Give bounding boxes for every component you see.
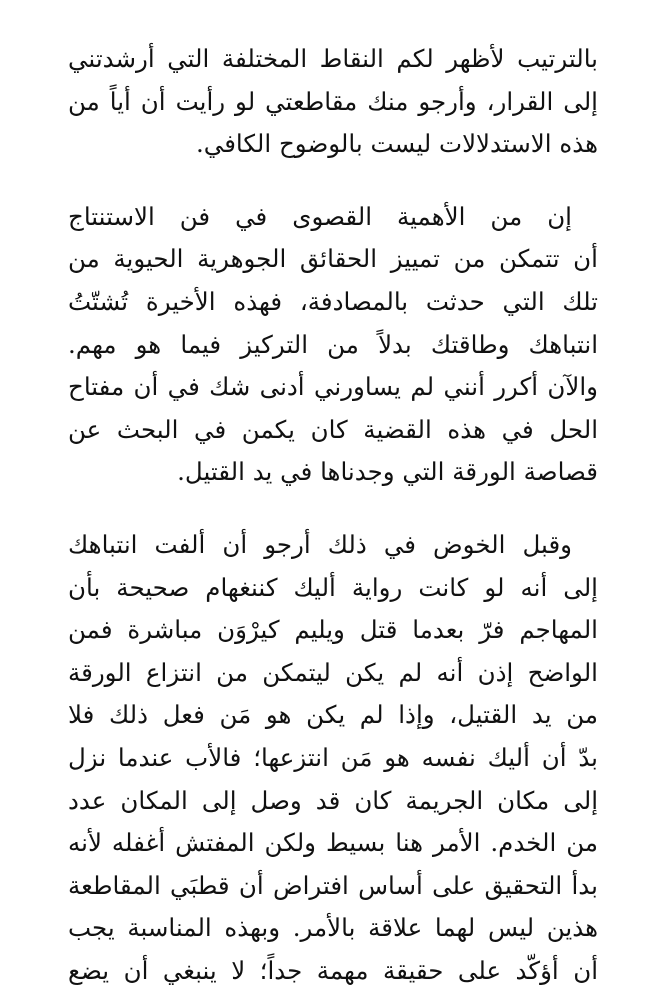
text-line: هذه الاستدلالات ليست بالوضوح الكافي. — [196, 129, 598, 159]
text-line: من يد القتيل، وإذا لم يكن هو مَن فعل ذلك فلا — [68, 700, 598, 730]
paragraph-1 — [68, 38, 598, 166]
text-line: وقبل الخوض في ذلك أرجو أن ألفت انتباهك — [68, 529, 572, 559]
paragraph-3 — [68, 524, 598, 993]
text-line: انتباهك وطاقتك بدلاً من التركيز فيما هو مهم. — [68, 329, 598, 359]
paragraph-gap — [68, 494, 598, 524]
text-line: أن أؤكّد على حقيقة مهمة جداً؛ لا ينبغي أن يضع — [68, 955, 598, 985]
text-line: إن من الأهمية القصوى في فن الاستنتاج — [68, 201, 572, 231]
text-line: إلى القرار، وأرجو منك مقاطعتي لو رأيت أن أياً من — [68, 86, 598, 116]
text-line: بدّ أن أليك نفسه هو مَن انتزعها؛ فالأب عندما نزل — [68, 742, 598, 772]
text-line: والآن أكرر أنني لم يساورني أدنى شك في أن مفتاح — [68, 372, 598, 402]
text-line: بدأ التحقيق على أساس افتراض أن قطبَي المقاطعة — [68, 870, 598, 900]
text-line: بالترتيب لأظهر لكم النقاط المختلفة التي أرشدتني — [68, 44, 598, 73]
text-line: أن تتمكن من تمييز الحقائق الجوهرية الحيوية من — [68, 244, 598, 274]
text-line: تلك التي حدثت بالمصادفة، فهذه الأخيرة تُشتّتُ — [68, 286, 598, 316]
text-line: المهاجم فرّ بعدما قتل ويليم كيرْوَن مباشرة فمن — [68, 615, 598, 645]
paragraph-2 — [68, 196, 598, 494]
text-line: قصاصة الورقة التي وجدناها في يد القتيل. — [177, 457, 598, 487]
book-page — [68, 38, 598, 992]
text-line: إلى مكان الجريمة كان قد وصل إلى المكان عدد — [68, 785, 598, 815]
text-line: من الخدم. الأمر هنا بسيط ولكن المفتش أغفله لأنه — [68, 828, 598, 858]
text-line: إلى أنه لو كانت رواية أليك كننغهام صحيحة بأن — [68, 572, 598, 602]
text-line: هذين ليس لهما علاقة بالأمر. وبهذه المناسبة يجب — [68, 913, 598, 943]
text-line: الحل في هذه القضية كان يكمن في البحث عن — [68, 414, 598, 444]
text-line: الواضح إذن أنه لم يكن ليتمكن من انتزاع الورقة — [68, 657, 598, 687]
paragraph-gap — [68, 166, 598, 196]
